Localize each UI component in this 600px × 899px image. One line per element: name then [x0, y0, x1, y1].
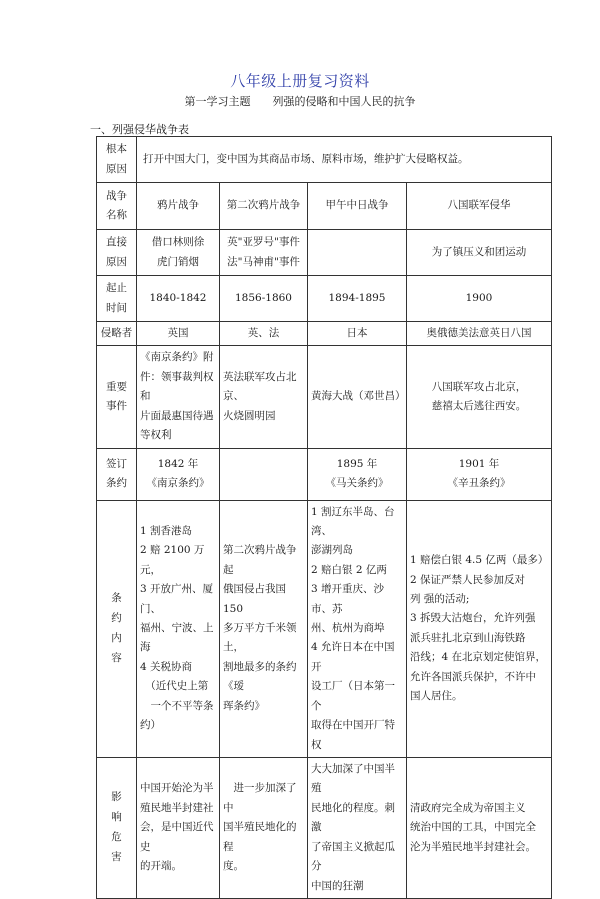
- aggressor-cell: 日本: [308, 322, 407, 346]
- direct-cause-cell: [308, 230, 407, 276]
- events-cell: 《南京条约》附 件：领事裁判权和 片面最惠国待遇 等权利: [137, 346, 220, 448]
- impact-cell: 进一步加深了中 国半殖民地化的程 度。: [220, 758, 308, 899]
- aggressor-label: 侵略者: [97, 322, 137, 346]
- war-name-cell: 第二次鸦片战争: [220, 183, 308, 230]
- row-impact: [97, 758, 552, 899]
- treaty-cell: 1842 年 《南京条约》: [137, 448, 220, 500]
- contents-cell: 1 赔偿白银 4.5 亿两（最多） 2 保证严禁人民参加反对 列 强的活动; 3 拆毁大沽炮台，允许列强 派兵驻扎北京到山海铁路 沿线；4 在北京划定使馆界， 允许各国派兵保护，不许中 国人居住。: [407, 500, 552, 757]
- events-cell: 黄海大战（邓世昌）: [308, 346, 407, 448]
- treaty-label: 签订 条约: [97, 448, 137, 500]
- row-time: [97, 276, 552, 322]
- war-name-label: 战争 名称: [97, 183, 137, 230]
- aggressor-cell: 英国: [137, 322, 220, 346]
- impact-cell: 清政府完全成为帝国主义 统治中国的工具，中国完全 沦为半殖民地半封建社会。: [407, 758, 552, 899]
- document-title: 八年级上册复习资料: [230, 72, 370, 90]
- war-name-cell: 八国联军侵华: [407, 183, 552, 230]
- row-war-name: [97, 183, 552, 230]
- war-name-cell: 鸦片战争: [137, 183, 220, 230]
- treaty-cell: 1901 年 《辛丑条约》: [407, 448, 552, 500]
- time-cell: 1894-1895: [308, 276, 407, 322]
- treaty-cell: 1895 年 《马关条约》: [308, 448, 407, 500]
- war-table: [96, 136, 552, 899]
- row-treaty: [97, 448, 552, 500]
- aggressor-cell: 奥俄德美法意英日八国: [407, 322, 552, 346]
- row-contents: [97, 500, 552, 757]
- row-events: [97, 346, 552, 448]
- war-name-cell: 甲午中日战争: [308, 183, 407, 230]
- root-cause-text: 打开中国大门，变中国为其商品市场、原料市场，维护扩大侵略权益。: [137, 137, 552, 183]
- direct-cause-cell: 英"亚罗号"事件 法"马神甫"事件: [220, 230, 308, 276]
- aggressor-cell: 英、法: [220, 322, 308, 346]
- events-cell: 英法联军攻占北京、 火烧圆明园: [220, 346, 308, 448]
- impact-label: 影 响 危 害: [97, 758, 137, 899]
- direct-cause-cell: 为了镇压义和团运动: [407, 230, 552, 276]
- impact-cell: 大大加深了中国半殖 民地化的程度。刺激 了帝国主义掀起瓜分 中国的狂潮: [308, 758, 407, 899]
- row-direct-cause: [97, 230, 552, 276]
- contents-cell: 1 割辽东半岛、台湾、 澎湖列岛 2 赔白银 2 亿两 3 增开重庆、沙市、苏 州、杭州为商埠 4 允许日本在中国开 设工厂（日本第一个 取得在中国开厂特权: [308, 500, 407, 757]
- direct-cause-cell: 借口林则徐 虎门销烟: [137, 230, 220, 276]
- root-cause-label: 根本 原因: [97, 137, 137, 183]
- contents-label: 条 约 内 容: [97, 500, 137, 757]
- treaty-cell: [220, 448, 308, 500]
- time-cell: 1840-1842: [137, 276, 220, 322]
- contents-cell: 1 割香港岛 2 赔 2100 万元， 3 开放广州、厦门、 福州、宁波、上海 4 关税协商 （近代史上第 一个不平等条约）: [137, 500, 220, 757]
- document-subtitle: 第一学习主题 列强的侵略和中国人民的抗争: [184, 95, 416, 108]
- section-heading: 一、列强侵华战争表: [90, 123, 189, 136]
- events-cell: 八国联军攻占北京， 慈禧太后逃往西安。: [407, 346, 552, 448]
- row-aggressor: [97, 322, 552, 346]
- impact-cell: 中国开始沦为半 殖民地半封建社 会，是中国近代史 的开端。: [137, 758, 220, 899]
- row-root-cause: [97, 137, 552, 183]
- time-label: 起止 时间: [97, 276, 137, 322]
- time-cell: 1856-1860: [220, 276, 308, 322]
- contents-cell: 第二次鸦片战争起 俄国侵占我国 150 多万平方千米领土， 割地最多的条约《瑷 珲条约》: [220, 500, 308, 757]
- events-label: 重要 事件: [97, 346, 137, 448]
- direct-cause-label: 直接 原因: [97, 230, 137, 276]
- time-cell: 1900: [407, 276, 552, 322]
